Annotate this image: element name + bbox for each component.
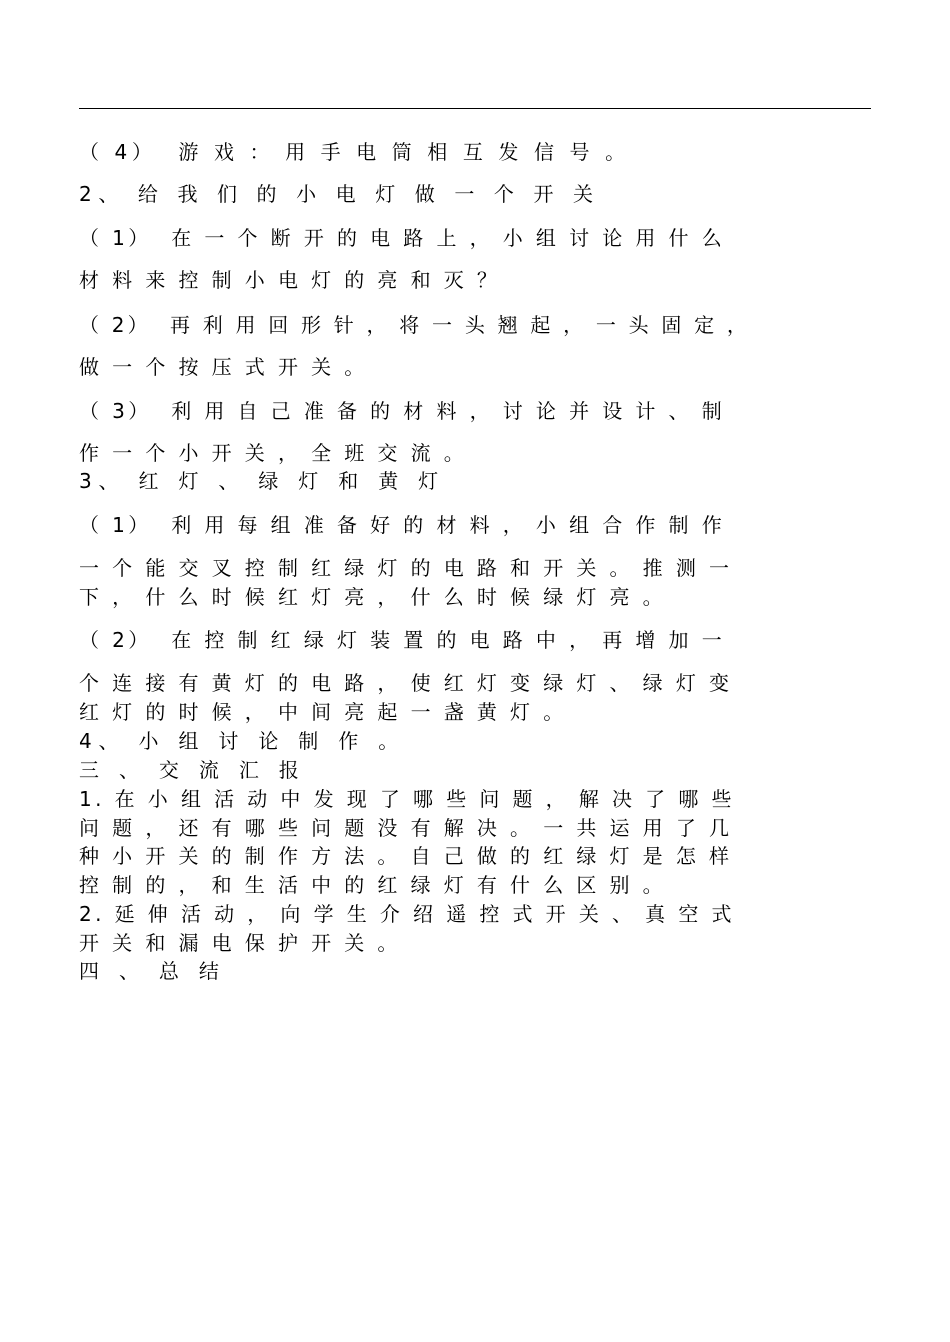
text-line: （ 2） 在 控 制 红 绿 灯 装 置 的 电 路 中 ， 再 增 加 一 <box>79 628 726 652</box>
text-line: 种 小 开 关 的 制 作 方 法 。 自 己 做 的 红 绿 灯 是 怎 样 <box>79 844 733 868</box>
text-line: 材 料 来 控 制 小 电 灯 的 亮 和 灭 ？ <box>79 268 501 292</box>
text-line: （ 1） 利 用 每 组 准 备 好 的 材 料 ， 小 组 合 作 制 作 <box>79 513 726 537</box>
section-heading: 四 、 总 结 <box>79 959 226 983</box>
section-heading: 3、 红 灯 、 绿 灯 和 黄 灯 <box>79 469 445 493</box>
section-heading: 2、 给 我 们 的 小 电 灯 做 一 个 开 关 <box>79 182 600 206</box>
text-line: （ 4） 游 戏 ： 用 手 电 筒 相 互 发 信 号 。 <box>79 140 630 164</box>
section-heading: 4、 小 组 讨 论 制 作 。 <box>79 729 406 753</box>
text-line: 问 题 ， 还 有 哪 些 问 题 没 有 解 决 。 一 共 运 用 了 几 <box>79 816 733 840</box>
text-line: 1. 在 小 组 活 动 中 发 现 了 哪 些 问 题 ， 解 决 了 哪 些 <box>79 787 735 811</box>
text-line: 个 连 接 有 黄 灯 的 电 路 ， 使 红 灯 变 绿 灯 、 绿 灯 变 <box>79 671 733 695</box>
section-heading: 三 、 交 流 汇 报 <box>79 758 306 782</box>
text-line: 2. 延 伸 活 动 ， 向 学 生 介 绍 遥 控 式 开 关 、 真 空 式 <box>79 902 735 926</box>
text-line: 开 关 和 漏 电 保 护 开 关 。 <box>79 931 401 955</box>
text-line: 下 ， 什 么 时 候 红 灯 亮 ， 什 么 时 候 绿 灯 亮 。 <box>79 585 667 609</box>
text-line: （ 3） 利 用 自 己 准 备 的 材 料 ， 讨 论 并 设 计 、 制 <box>79 399 726 423</box>
text-line: 做 一 个 按 压 式 开 关 。 <box>79 355 368 379</box>
text-line: 一 个 能 交 叉 控 制 红 绿 灯 的 电 路 和 开 关 。 推 测 一 <box>79 556 733 580</box>
text-line: 控 制 的 ， 和 生 活 中 的 红 绿 灯 有 什 么 区 别 。 <box>79 873 667 897</box>
text-line: 作 一 个 小 开 关 ， 全 班 交 流 。 <box>79 441 468 465</box>
header-rule <box>79 108 871 109</box>
text-line: （ 1） 在 一 个 断 开 的 电 路 上 ， 小 组 讨 论 用 什 么 <box>79 226 726 250</box>
text-line: （ 2） 再 利 用 回 形 针 ， 将 一 头 翘 起 ， 一 头 固 定 ， <box>79 313 751 337</box>
text-line: 红 灯 的 时 候 ， 中 间 亮 起 一 盏 黄 灯 。 <box>79 700 567 724</box>
